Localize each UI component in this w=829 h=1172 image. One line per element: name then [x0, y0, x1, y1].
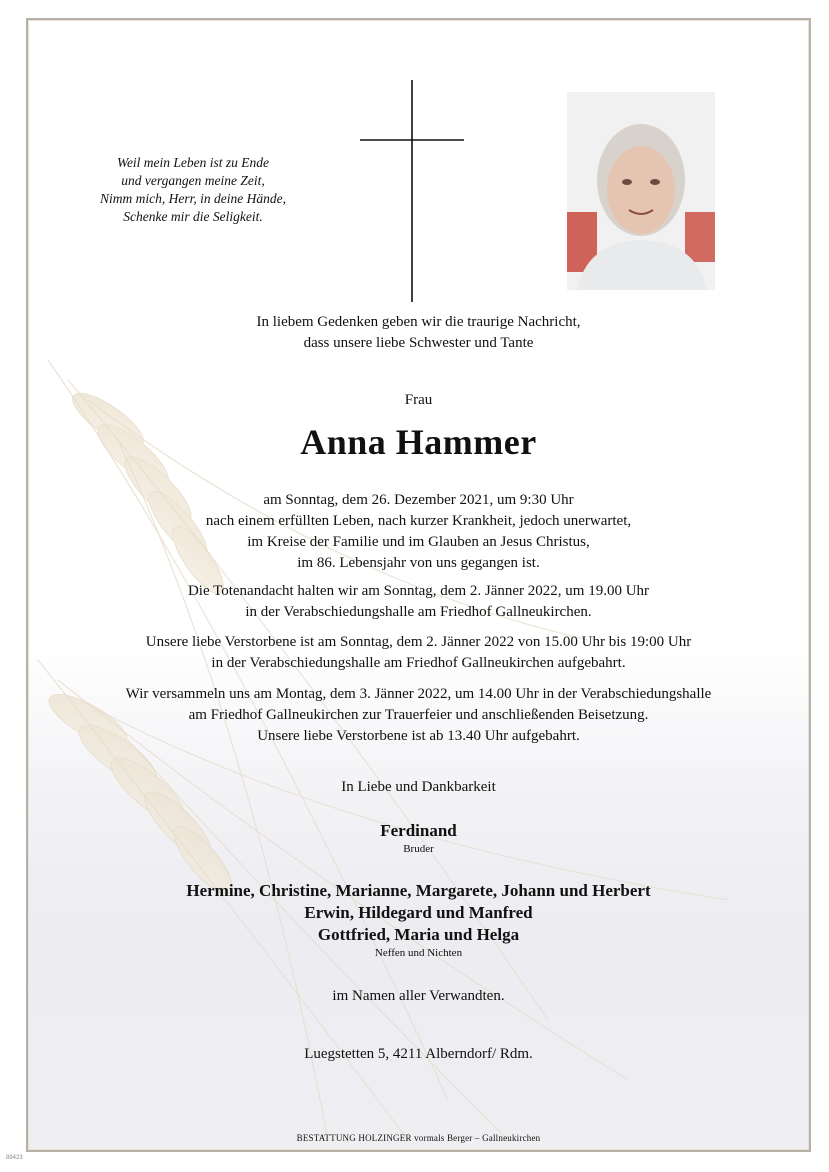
- brother-block: [28, 820, 809, 856]
- funeral-home-footer: BESTATTUNG HOLZINGER vormals Berger – Gallneukirchen: [296, 1133, 541, 1143]
- death-notice-line: im 86. Lebensjahr von uns gegangen ist.: [297, 555, 540, 571]
- prayer-service: [28, 581, 809, 623]
- print-code: 89423: [6, 1155, 23, 1161]
- viewing-line: Unsere liebe Verstorbene ist am Sonntag, dem 2. Jänner 2022 von 15.00 Uhr bis 19:00 Uhr: [145, 634, 692, 650]
- nieces-nephews-label: Neffen und Nichten: [374, 947, 463, 959]
- salutation-block: [28, 390, 809, 411]
- relatives: im Namen aller Verwandten.: [332, 988, 505, 1004]
- prayer-service-line: in der Verabschiedungshalle am Friedhof Gallneukirchen.: [245, 604, 592, 620]
- death-notice-line: am Sonntag, dem 26. Dezember 2021, um 9:30 Uhr: [263, 492, 574, 508]
- funeral-line: am Friedhof Gallneukirchen zur Trauerfeier und anschließenden Beisetzung.: [188, 707, 649, 723]
- brother-name: Ferdinand: [380, 821, 457, 840]
- salutation: Frau: [404, 392, 433, 408]
- name-block: [28, 421, 809, 463]
- address-block: [28, 1044, 809, 1065]
- death-notice-line: im Kreise der Familie und im Glauben an Jesus Christus,: [247, 534, 590, 550]
- nieces-nephews-line: Hermine, Christine, Marianne, Margarete, Johann und Herbert: [186, 881, 651, 900]
- closing-block: [28, 777, 809, 798]
- relatives-block: [28, 986, 809, 1007]
- footer-block: [28, 1132, 809, 1144]
- intro-line: dass unsere liebe Schwester und Tante: [303, 335, 534, 351]
- funeral-line: Unsere liebe Verstorbene ist ab 13.40 Uhr aufgebahrt.: [257, 728, 580, 744]
- funeral-line: Wir versammeln uns am Montag, dem 3. Jänner 2022, um 14.00 Uhr in der Verabschiedungshalle: [125, 686, 712, 702]
- death-notice-line: nach einem erfüllten Leben, nach kurzer Krankheit, jedoch unerwartet,: [205, 513, 632, 529]
- cross-icon: [360, 80, 464, 302]
- closing: In Liebe und Dankbarkeit: [341, 779, 496, 795]
- prayer-service-line: Die Totenandacht halten wir am Sonntag, dem 2. Jänner 2022, um 19.00 Uhr: [187, 583, 650, 599]
- deceased-name: Anna Hammer: [300, 422, 537, 462]
- portrait-photo: [567, 92, 715, 290]
- verse: [68, 154, 318, 226]
- portrait-image: [567, 92, 715, 290]
- verse-line: und vergangen meine Zeit,: [121, 173, 265, 188]
- obituary-frame: [26, 18, 811, 1152]
- verse-line: Schenke mir die Seligkeit.: [123, 209, 263, 224]
- nieces-nephews-line: Gottfried, Maria und Helga: [317, 925, 520, 944]
- verse-line: Weil mein Leben ist zu Ende: [116, 155, 270, 170]
- address: Luegstetten 5, 4211 Alberndorf/ Rdm.: [304, 1046, 533, 1062]
- viewing-line: in der Verabschiedungshalle am Friedhof Gallneukirchen aufgebahrt.: [211, 655, 626, 671]
- verse-line: Nimm mich, Herr, in deine Hände,: [100, 191, 286, 206]
- death-notice: [28, 490, 809, 574]
- brother-label: Bruder: [403, 843, 434, 855]
- intro-line: In liebem Gedenken geben wir die traurige Nachricht,: [256, 314, 581, 330]
- nieces-nephews-block: [28, 880, 809, 960]
- viewing: [28, 632, 809, 674]
- intro: [28, 312, 809, 354]
- funeral: [28, 684, 809, 747]
- nieces-nephews-line: Erwin, Hildegard und Manfred: [304, 903, 533, 922]
